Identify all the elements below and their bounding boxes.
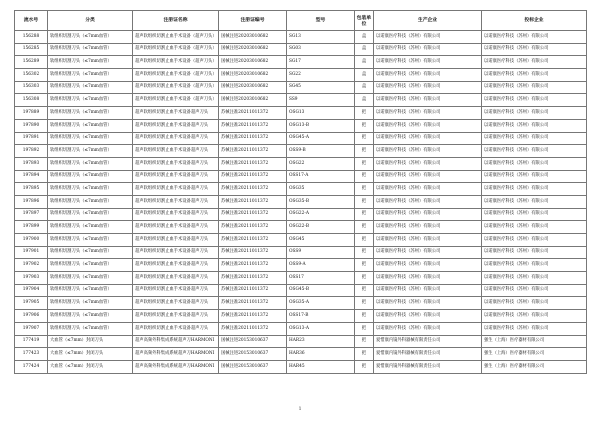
cell-registration-name: 超声软组织切割止血手术设备超声刀头 [133, 259, 219, 272]
cell-registration-name: 超声软组织切割止血手术设备超声刀头 [133, 297, 219, 310]
table-row [15, 208, 587, 221]
cell-manufacturer: 以诺康医疗科技（苏州）有限公司 [374, 234, 482, 247]
cell-serial: 197901 [15, 246, 48, 259]
cell-package-unit: 把 [355, 310, 374, 323]
table-row [15, 145, 587, 158]
cell-category: 软组织切割刀头（≤7mm血管） [48, 119, 133, 132]
cell-registration-number: 苏械注准20211011372 [219, 246, 287, 259]
cell-bidder: 以诺康医疗科技（苏州）有限公司 [482, 322, 587, 335]
table-row [15, 272, 587, 285]
cell-serial: 156308 [15, 94, 48, 107]
cell-serial: 156288 [15, 31, 48, 44]
cell-registration-name: 超声软组织切割止血手术设备超声刀头 [133, 246, 219, 259]
table-row [15, 157, 587, 170]
cell-serial: 177424 [15, 360, 48, 373]
cell-bidder: 以诺康医疗科技（苏州）有限公司 [482, 234, 587, 247]
cell-manufacturer: 以诺康医疗科技（苏州）有限公司 [374, 221, 482, 234]
cell-serial: 156285 [15, 43, 48, 56]
cell-manufacturer: 以诺康医疗科技（苏州）有限公司 [374, 297, 482, 310]
cell-manufacturer: 以诺康医疗科技（苏州）有限公司 [374, 107, 482, 120]
cell-manufacturer: 以诺康医疗科技（苏州）有限公司 [374, 208, 482, 221]
cell-category: 大血管（≤7mm）封闭刀头 [48, 335, 133, 348]
header-registration-number: 注册证编号 [219, 11, 287, 31]
cell-registration-name: 超声软组织切割止血手术设备超声刀头 [133, 221, 219, 234]
cell-category: 软组织切割刀头（≤7mm血管） [48, 81, 133, 94]
cell-registration-name: 超声软组织切割止血手术设备（超声刀头） [133, 94, 219, 107]
cell-registration-name: 超声软组织切割止血手术设备超声刀头 [133, 284, 219, 297]
cell-manufacturer: 以诺康医疗科技（苏州）有限公司 [374, 322, 482, 335]
cell-package-unit: 把 [355, 157, 374, 170]
cell-model: OSG22-B [287, 221, 355, 234]
cell-serial: 197903 [15, 272, 48, 285]
cell-registration-number: 苏械注准20211011372 [219, 221, 287, 234]
cell-package-unit: 把 [355, 259, 374, 272]
cell-category: 软组织切割刀头（≤7mm血管） [48, 145, 133, 158]
table-row [15, 183, 587, 196]
table-row [15, 81, 587, 94]
cell-serial: 197892 [15, 145, 48, 158]
cell-package-unit: 把 [355, 107, 374, 120]
cell-serial: 177419 [15, 335, 48, 348]
cell-registration-number: 国械注进20203010682 [219, 94, 287, 107]
cell-manufacturer: 以诺康医疗科技（苏州）有限公司 [374, 195, 482, 208]
cell-registration-number: 苏械注准20211011372 [219, 234, 287, 247]
cell-manufacturer: 爱惜康内镜外科器械有限责任公司 [374, 348, 482, 361]
header-serial: 流水号 [15, 11, 48, 31]
cell-category: 软组织切割刀头（≤7mm血管） [48, 132, 133, 145]
cell-package-unit: 把 [355, 234, 374, 247]
cell-package-unit: 盒 [355, 43, 374, 56]
cell-manufacturer: 爱惜康内镜外科器械有限责任公司 [374, 360, 482, 373]
cell-category: 软组织切割刀头（≤7mm血管） [48, 69, 133, 82]
cell-bidder: 强生（上海）医疗器材有限公司 [482, 360, 587, 373]
cell-manufacturer: 以诺康医疗科技（苏州）有限公司 [374, 310, 482, 323]
cell-serial: 197904 [15, 284, 48, 297]
table-row [15, 310, 587, 323]
cell-registration-name: 超声高频外科集成系统超声刀HARMONI [133, 335, 219, 348]
cell-registration-number: 苏械注准20211011372 [219, 145, 287, 158]
cell-registration-number: 苏械注准20211011372 [219, 119, 287, 132]
cell-manufacturer: 以诺康医疗科技（苏州）有限公司 [374, 145, 482, 158]
cell-bidder: 以诺康医疗科技（苏州）有限公司 [482, 56, 587, 69]
cell-model: OSS17-A [287, 170, 355, 183]
registration-table-sheet [14, 10, 586, 374]
cell-serial: 197899 [15, 221, 48, 234]
header-manufacturer: 生产企业 [374, 11, 482, 31]
cell-package-unit: 把 [355, 208, 374, 221]
cell-package-unit: 把 [355, 272, 374, 285]
cell-package-unit: 把 [355, 170, 374, 183]
cell-registration-number: 苏械注准20211011372 [219, 170, 287, 183]
cell-registration-name: 超声软组织切割止血手术设备超声刀头 [133, 170, 219, 183]
cell-bidder: 以诺康医疗科技（苏州）有限公司 [482, 272, 587, 285]
cell-model: SG22 [287, 69, 355, 82]
table-row [15, 170, 587, 183]
cell-package-unit: 把 [355, 284, 374, 297]
cell-category: 软组织切割刀头（≤7mm血管） [48, 310, 133, 323]
table-row [15, 132, 587, 145]
table-row [15, 94, 587, 107]
cell-manufacturer: 以诺康医疗科技（苏州）有限公司 [374, 94, 482, 107]
cell-serial: 197896 [15, 195, 48, 208]
cell-package-unit: 盒 [355, 56, 374, 69]
cell-category: 大血管（≤7mm）封闭刀头 [48, 360, 133, 373]
cell-registration-number: 国械注进20203010682 [219, 69, 287, 82]
table-row [15, 43, 587, 56]
cell-package-unit: 盒 [355, 69, 374, 82]
cell-model: SG03 [287, 43, 355, 56]
cell-model: HAR36 [287, 348, 355, 361]
cell-manufacturer: 以诺康医疗科技（苏州）有限公司 [374, 69, 482, 82]
cell-model: SG13 [287, 31, 355, 44]
cell-category: 软组织切割刀头（≤7mm血管） [48, 246, 133, 259]
device-registration-table [14, 10, 587, 374]
cell-manufacturer: 以诺康医疗科技（苏州）有限公司 [374, 132, 482, 145]
cell-model: OSG22-A [287, 208, 355, 221]
cell-category: 软组织切割刀头（≤7mm血管） [48, 43, 133, 56]
cell-registration-number: 苏械注准20211011372 [219, 272, 287, 285]
cell-bidder: 以诺康医疗科技（苏州）有限公司 [482, 195, 587, 208]
cell-model: HAR23 [287, 335, 355, 348]
cell-manufacturer: 以诺康医疗科技（苏州）有限公司 [374, 43, 482, 56]
cell-model: OSG35-A [287, 297, 355, 310]
cell-registration-name: 超声软组织切割止血手术设备超声刀头 [133, 157, 219, 170]
cell-category: 软组织切割刀头（≤7mm血管） [48, 284, 133, 297]
cell-registration-name: 超声软组织切割止血手术设备超声刀头 [133, 234, 219, 247]
cell-serial: 197897 [15, 208, 48, 221]
cell-category: 软组织切割刀头（≤7mm血管） [48, 234, 133, 247]
cell-bidder: 以诺康医疗科技（苏州）有限公司 [482, 259, 587, 272]
cell-registration-name: 超声软组织切割止血手术设备（超声刀头） [133, 81, 219, 94]
cell-category: 大血管（≤7mm）封闭刀头 [48, 348, 133, 361]
cell-manufacturer: 以诺康医疗科技（苏州）有限公司 [374, 157, 482, 170]
table-row [15, 119, 587, 132]
cell-manufacturer: 爱惜康内镜外科器械有限责任公司 [374, 335, 482, 348]
cell-manufacturer: 以诺康医疗科技（苏州）有限公司 [374, 272, 482, 285]
cell-bidder: 以诺康医疗科技（苏州）有限公司 [482, 208, 587, 221]
cell-category: 软组织切割刀头（≤7mm血管） [48, 157, 133, 170]
cell-category: 软组织切割刀头（≤7mm血管） [48, 107, 133, 120]
header-bidder: 投标企业 [482, 11, 587, 31]
table-row [15, 297, 587, 310]
cell-registration-number: 苏械注准20211011372 [219, 310, 287, 323]
cell-registration-name: 超声软组织切割止血手术设备（超声刀头） [133, 43, 219, 56]
cell-serial: 197893 [15, 157, 48, 170]
cell-package-unit: 把 [355, 221, 374, 234]
cell-registration-number: 苏械注准20211011372 [219, 157, 287, 170]
cell-registration-name: 超声高频外科集成系统超声刀HARMONI [133, 360, 219, 373]
table-row [15, 259, 587, 272]
cell-bidder: 以诺康医疗科技（苏州）有限公司 [482, 170, 587, 183]
cell-manufacturer: 以诺康医疗科技（苏州）有限公司 [374, 119, 482, 132]
cell-serial: 156303 [15, 81, 48, 94]
cell-serial: 197900 [15, 234, 48, 247]
cell-package-unit: 把 [355, 145, 374, 158]
cell-bidder: 以诺康医疗科技（苏州）有限公司 [482, 119, 587, 132]
cell-bidder: 以诺康医疗科技（苏州）有限公司 [482, 43, 587, 56]
cell-model: SS9 [287, 94, 355, 107]
cell-model: OSG45 [287, 234, 355, 247]
table-row [15, 69, 587, 82]
cell-model: OSG35-B [287, 195, 355, 208]
cell-category: 软组织切割刀头（≤7mm血管） [48, 31, 133, 44]
cell-model: SG45 [287, 81, 355, 94]
cell-package-unit: 把 [355, 132, 374, 145]
cell-registration-name: 超声软组织切割止血手术设备超声刀头 [133, 208, 219, 221]
cell-category: 软组织切割刀头（≤7mm血管） [48, 195, 133, 208]
cell-package-unit: 盒 [355, 94, 374, 107]
cell-registration-name: 超声软组织切割止血手术设备（超声刀头） [133, 31, 219, 44]
cell-bidder: 以诺康医疗科技（苏州）有限公司 [482, 310, 587, 323]
table-header-row [15, 11, 587, 31]
cell-model: OSG45-A [287, 132, 355, 145]
cell-package-unit: 把 [355, 246, 374, 259]
table-row [15, 31, 587, 44]
cell-package-unit: 把 [355, 195, 374, 208]
cell-registration-name: 超声软组织切割止血手术设备超声刀头 [133, 195, 219, 208]
table-row [15, 322, 587, 335]
table-row [15, 56, 587, 69]
cell-manufacturer: 以诺康医疗科技（苏州）有限公司 [374, 170, 482, 183]
cell-model: OSG13 [287, 107, 355, 120]
cell-bidder: 以诺康医疗科技（苏州）有限公司 [482, 107, 587, 120]
cell-registration-number: 苏械注准20211011372 [219, 322, 287, 335]
table-row [15, 284, 587, 297]
cell-manufacturer: 以诺康医疗科技（苏州）有限公司 [374, 81, 482, 94]
cell-model: HAR45 [287, 360, 355, 373]
cell-bidder: 以诺康医疗科技（苏州）有限公司 [482, 284, 587, 297]
table-row [15, 360, 587, 373]
cell-serial: 197905 [15, 297, 48, 310]
cell-serial: 197890 [15, 119, 48, 132]
cell-model: OSS9-B [287, 145, 355, 158]
cell-serial: 177423 [15, 348, 48, 361]
cell-serial: 197906 [15, 310, 48, 323]
cell-package-unit: 把 [355, 297, 374, 310]
cell-package-unit: 把 [355, 322, 374, 335]
cell-category: 软组织切割刀头（≤7mm血管） [48, 183, 133, 196]
cell-registration-name: 超声高频外科集成系统超声刀HARMONI [133, 348, 219, 361]
cell-registration-name: 超声软组织切割止血手术设备超声刀头 [133, 107, 219, 120]
cell-registration-name: 超声软组织切割止血手术设备（超声刀头） [133, 56, 219, 69]
header-category: 分类 [48, 11, 133, 31]
cell-category: 软组织切割刀头（≤7mm血管） [48, 322, 133, 335]
cell-bidder: 以诺康医疗科技（苏州）有限公司 [482, 145, 587, 158]
cell-registration-number: 国械注进20153010637 [219, 360, 287, 373]
table-row [15, 221, 587, 234]
cell-manufacturer: 以诺康医疗科技（苏州）有限公司 [374, 56, 482, 69]
cell-manufacturer: 以诺康医疗科技（苏州）有限公司 [374, 259, 482, 272]
cell-registration-name: 超声软组织切割止血手术设备超声刀头 [133, 119, 219, 132]
cell-registration-number: 国械注进20153010637 [219, 348, 287, 361]
cell-serial: 197895 [15, 183, 48, 196]
cell-model: OSG13-B [287, 119, 355, 132]
cell-category: 软组织切割刀头（≤7mm血管） [48, 272, 133, 285]
cell-registration-number: 苏械注准20211011372 [219, 259, 287, 272]
cell-registration-number: 苏械注准20211011372 [219, 297, 287, 310]
cell-registration-name: 超声软组织切割止血手术设备超声刀头 [133, 310, 219, 323]
cell-bidder: 强生（上海）医疗器材有限公司 [482, 335, 587, 348]
cell-bidder: 以诺康医疗科技（苏州）有限公司 [482, 94, 587, 107]
table-row [15, 195, 587, 208]
table-row [15, 348, 587, 361]
cell-registration-number: 苏械注准20211011372 [219, 284, 287, 297]
cell-registration-number: 国械注进20203010682 [219, 81, 287, 94]
cell-manufacturer: 以诺康医疗科技（苏州）有限公司 [374, 284, 482, 297]
header-model: 型号 [287, 11, 355, 31]
cell-serial: 197902 [15, 259, 48, 272]
cell-registration-number: 苏械注准20211011372 [219, 183, 287, 196]
cell-package-unit: 把 [355, 348, 374, 361]
table-row [15, 335, 587, 348]
cell-category: 软组织切割刀头（≤7mm血管） [48, 208, 133, 221]
cell-serial: 156302 [15, 69, 48, 82]
cell-serial: 197891 [15, 132, 48, 145]
cell-model: OSS9-A [287, 259, 355, 272]
cell-category: 软组织切割刀头（≤7mm血管） [48, 221, 133, 234]
cell-bidder: 强生（上海）医疗器材有限公司 [482, 348, 587, 361]
cell-model: OSS9 [287, 246, 355, 259]
cell-model: OSS17 [287, 272, 355, 285]
table-row [15, 246, 587, 259]
cell-serial: 197889 [15, 107, 48, 120]
cell-model: OSG13-A [287, 322, 355, 335]
cell-bidder: 以诺康医疗科技（苏州）有限公司 [482, 183, 587, 196]
cell-registration-name: 超声软组织切割止血手术设备超声刀头 [133, 145, 219, 158]
cell-serial: 197894 [15, 170, 48, 183]
table-row [15, 234, 587, 247]
cell-bidder: 以诺康医疗科技（苏州）有限公司 [482, 246, 587, 259]
cell-category: 软组织切割刀头（≤7mm血管） [48, 94, 133, 107]
cell-bidder: 以诺康医疗科技（苏州）有限公司 [482, 157, 587, 170]
cell-bidder: 以诺康医疗科技（苏州）有限公司 [482, 221, 587, 234]
header-registration-name: 注册证名称 [133, 11, 219, 31]
cell-registration-number: 苏械注准20211011372 [219, 132, 287, 145]
cell-package-unit: 盒 [355, 31, 374, 44]
cell-registration-name: 超声软组织切割止血手术设备超声刀头 [133, 132, 219, 145]
cell-registration-name: 超声软组织切割止血手术设备超声刀头 [133, 183, 219, 196]
cell-bidder: 以诺康医疗科技（苏州）有限公司 [482, 297, 587, 310]
cell-model: SG17 [287, 56, 355, 69]
cell-registration-name: 超声软组织切割止血手术设备（超声刀头） [133, 69, 219, 82]
cell-package-unit: 盒 [355, 81, 374, 94]
cell-manufacturer: 以诺康医疗科技（苏州）有限公司 [374, 31, 482, 44]
cell-category: 软组织切割刀头（≤7mm血管） [48, 56, 133, 69]
cell-bidder: 以诺康医疗科技（苏州）有限公司 [482, 31, 587, 44]
cell-package-unit: 把 [355, 119, 374, 132]
page-number: 1 [298, 407, 302, 412]
cell-bidder: 以诺康医疗科技（苏州）有限公司 [482, 81, 587, 94]
cell-model: OSG22 [287, 157, 355, 170]
cell-category: 软组织切割刀头（≤7mm血管） [48, 170, 133, 183]
cell-registration-number: 苏械注准20211011372 [219, 195, 287, 208]
cell-package-unit: 把 [355, 360, 374, 373]
cell-model: OSG45-B [287, 284, 355, 297]
cell-package-unit: 把 [355, 335, 374, 348]
cell-registration-number: 国械注进20203010682 [219, 43, 287, 56]
cell-category: 软组织切割刀头（≤7mm血管） [48, 259, 133, 272]
table-row [15, 107, 587, 120]
cell-registration-number: 国械注进20203010682 [219, 31, 287, 44]
cell-manufacturer: 以诺康医疗科技（苏州）有限公司 [374, 246, 482, 259]
cell-registration-number: 国械注进20203010682 [219, 56, 287, 69]
cell-serial: 156289 [15, 56, 48, 69]
cell-bidder: 以诺康医疗科技（苏州）有限公司 [482, 132, 587, 145]
cell-serial: 197907 [15, 322, 48, 335]
cell-manufacturer: 以诺康医疗科技（苏州）有限公司 [374, 183, 482, 196]
cell-package-unit: 把 [355, 183, 374, 196]
cell-category: 软组织切割刀头（≤7mm血管） [48, 297, 133, 310]
cell-registration-number: 苏械注准20211011372 [219, 107, 287, 120]
cell-model: OSG35 [287, 183, 355, 196]
cell-bidder: 以诺康医疗科技（苏州）有限公司 [482, 69, 587, 82]
cell-registration-number: 苏械注准20211011372 [219, 208, 287, 221]
cell-model: OSS17-B [287, 310, 355, 323]
cell-registration-number: 国械注进20153010637 [219, 335, 287, 348]
cell-registration-name: 超声软组织切割止血手术设备超声刀头 [133, 272, 219, 285]
header-package-unit: 包装单位 [355, 11, 374, 31]
cell-registration-name: 超声软组织切割止血手术设备超声刀头 [133, 322, 219, 335]
